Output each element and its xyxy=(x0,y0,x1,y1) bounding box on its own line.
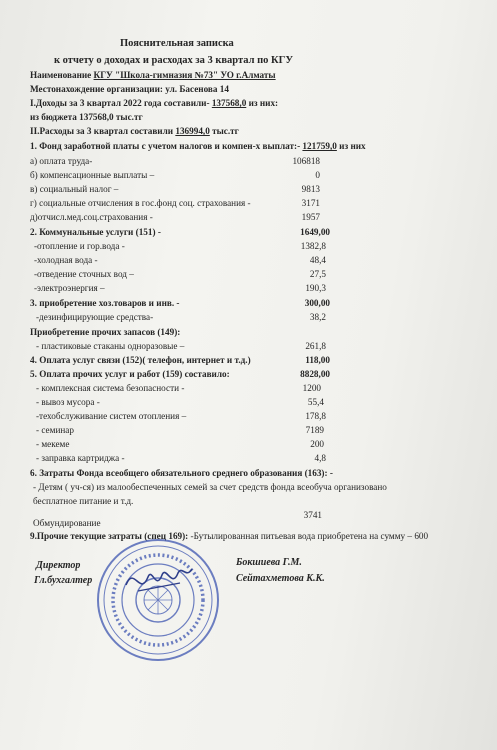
utilities-item-label: -холодная вода - xyxy=(34,255,98,265)
accountant-title: Гл.бухгалтер xyxy=(34,575,93,586)
expenses-suffix: тыс.тг xyxy=(212,126,239,136)
services-heading: 5. Оплата прочих услуг и работ (159) составило: xyxy=(30,369,230,379)
payroll-item-value: 0 xyxy=(315,170,320,180)
goods-total: 300,00 xyxy=(304,298,330,308)
income-suffix: из них: xyxy=(248,98,279,108)
goods-item-value: 38,2 xyxy=(309,312,326,322)
services-item-value: 200 xyxy=(310,439,324,449)
income-prefix: I.Доходы за 3 квартал 2022 года составили- xyxy=(30,98,210,108)
accountant-name: Сейтахметова К.К. xyxy=(236,573,325,584)
comm-heading: 4. Оплата услуг связи (152)( телефон, интернет и т.д.) xyxy=(30,355,251,365)
income-total: 137568,0 xyxy=(211,98,247,108)
income-budget: из бюджета 137568,0 тыс.тг xyxy=(30,112,143,122)
payroll-item-value: 1957 xyxy=(301,212,320,222)
utilities-item-label: -отопление и гор.вода - xyxy=(34,241,125,251)
stock-item-label: - пластиковые стаканы одноразовые – xyxy=(36,341,185,351)
other-text: -Бутылированная питьевая вода приобретена на сумму – 600 xyxy=(190,531,429,541)
payroll-item-label: а) оплата труда- xyxy=(30,156,93,166)
fund-line-1: - Детям ( уч-ся) из малообеспеченных семей за счет средств фонда всеобуча организовано xyxy=(33,482,387,492)
services-item-value: 7189 xyxy=(305,425,324,435)
expenses-prefix: II.Расходы за 3 квартал составили xyxy=(30,126,174,136)
utilities-heading: 2. Коммунальные услуги (151) - xyxy=(30,227,161,237)
director-title: Директор xyxy=(36,560,81,571)
expenses-line xyxy=(30,126,239,137)
fund-heading: 6. Затраты Фонда всеобщего обязательного среднего образования (163): - xyxy=(30,468,333,478)
payroll-item-value: 106818 xyxy=(292,156,320,166)
payroll-item-label: в) социальный налог – xyxy=(30,184,119,194)
payroll-suffix: из них xyxy=(339,141,366,151)
services-item-value: 178,8 xyxy=(305,411,326,421)
goods-heading: 3. приобретение хоз.товаров и инв. - xyxy=(30,298,180,308)
payroll-item-label: д)отчисл.мед.соц.страхования - xyxy=(30,212,153,222)
payroll-heading-line xyxy=(30,141,366,152)
doc-title: Пояснительная записка xyxy=(120,38,234,49)
comm-total: 118,00 xyxy=(305,355,330,365)
fund-total: 3741 xyxy=(303,510,322,520)
services-item-value: 1200 xyxy=(302,383,321,393)
payroll-total: 121759,0 xyxy=(302,141,337,151)
utilities-total: 1649,00 xyxy=(300,227,330,237)
services-item-label: - комплексная система безопасности - xyxy=(36,383,185,393)
payroll-item-label: б) компенсационные выплаты – xyxy=(30,170,155,180)
income-line xyxy=(30,98,278,109)
stock-item-value: 261,8 xyxy=(305,341,326,351)
other-line xyxy=(30,531,428,542)
payroll-item-label: г) социальные отчисления в гос.фонд соц. страхования - xyxy=(30,198,251,208)
payroll-heading: 1. Фонд заработной платы с учетом налогов и компен-х выплат:- xyxy=(30,141,301,151)
org-name-line xyxy=(30,70,276,81)
stock-heading: Приобретение прочих запасов (149): xyxy=(30,327,181,337)
services-item-label: - мекеме xyxy=(36,439,70,449)
utilities-item-value: 48,4 xyxy=(309,255,326,265)
other-heading: 9.Прочие текущие затраты (спец 169): xyxy=(30,531,189,541)
services-item-label: - семинар xyxy=(36,425,74,435)
utilities-item-label: -электроэнергия – xyxy=(34,283,105,293)
payroll-item-value: 3171 xyxy=(301,198,320,208)
utilities-item-value: 27,5 xyxy=(309,269,326,279)
org-location: Местонахождение организации: ул. Басенова 14 xyxy=(30,84,229,94)
utilities-item-value: 1382,8 xyxy=(300,241,326,251)
org-name-label: Наименование xyxy=(30,70,92,80)
utilities-item-label: -отведение сточных вод – xyxy=(34,269,134,279)
doc-subtitle: к отчету о доходах и расходах за 3 квартал по КГУ xyxy=(54,55,294,66)
services-item-label: - вывоз мусора - xyxy=(36,397,100,407)
services-item-label: - заправка картриджа - xyxy=(36,453,125,463)
utilities-item-value: 190,3 xyxy=(305,283,326,293)
services-item-value: 55,4 xyxy=(307,397,324,407)
fund-line-2: бесплатное питание и т.д. xyxy=(33,496,134,506)
director-name: Бокшиева Г.М. xyxy=(236,557,302,568)
handwritten-signature xyxy=(120,555,200,605)
services-total: 8828,00 xyxy=(300,369,330,379)
fund-line-3: Обмундирование xyxy=(33,518,101,528)
services-item-label: -техобслуживание систем отопления – xyxy=(36,411,187,421)
payroll-item-value: 9813 xyxy=(301,184,320,194)
goods-item-label: -дезинфицирующие средства- xyxy=(36,312,154,322)
services-item-value: 4,8 xyxy=(314,453,326,463)
expenses-total: 136994,0 xyxy=(175,126,210,136)
org-name-value: КГУ "Школа-гимназия №73" УО г.Алматы xyxy=(93,70,276,80)
